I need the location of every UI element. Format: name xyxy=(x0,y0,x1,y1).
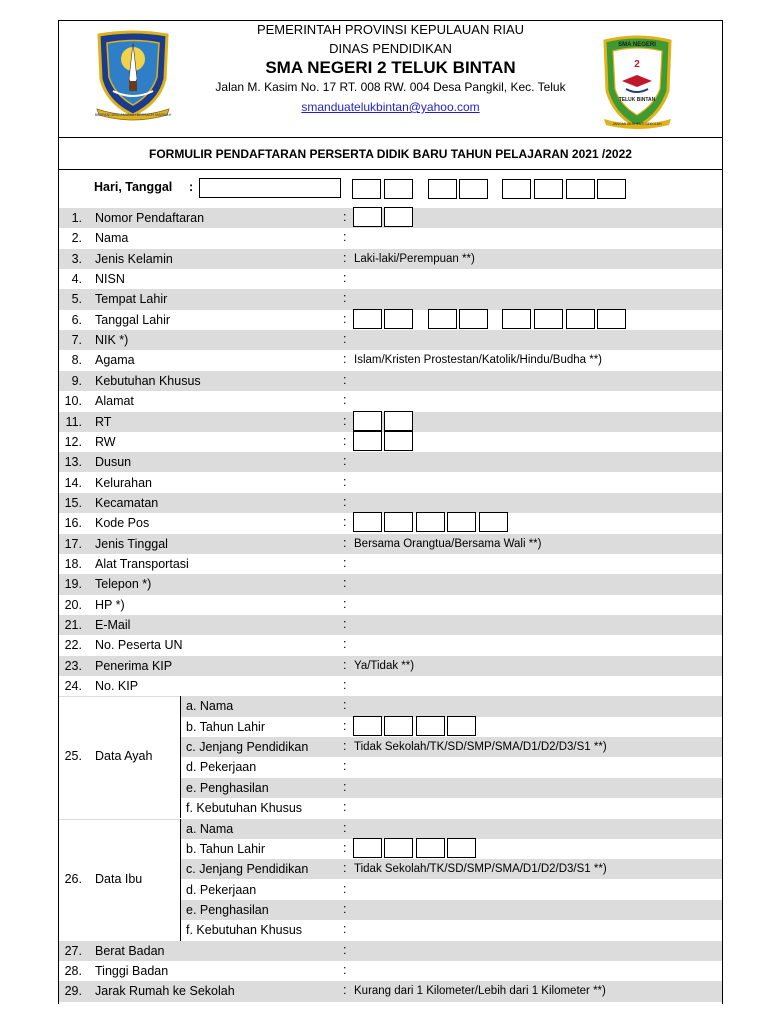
row-colon: : xyxy=(343,474,347,489)
row-colon: : xyxy=(343,372,347,387)
row-colon: : xyxy=(343,637,347,652)
row-colon: : xyxy=(343,576,347,591)
row-label: NISN xyxy=(95,272,125,287)
group-number: 26. xyxy=(64,871,82,886)
row-label: Kode Pos xyxy=(95,516,150,531)
subrow-label: a. Nama xyxy=(186,699,234,714)
form-row xyxy=(59,981,722,1001)
form-row xyxy=(59,208,722,228)
header-government: PEMERINTAH PROVINSI KEPULAUAN RIAU xyxy=(256,22,525,37)
row-number: 4. xyxy=(71,272,82,287)
subrow-colon: : xyxy=(343,840,347,855)
row-label: Dusun xyxy=(95,455,132,470)
subrow-colon: : xyxy=(343,718,347,733)
form-row xyxy=(59,574,722,594)
row-label: E-Mail xyxy=(95,618,131,632)
form-row xyxy=(59,350,722,370)
form-row xyxy=(59,941,722,961)
row-number: 14. xyxy=(64,475,82,490)
subrow-colon: : xyxy=(343,800,347,815)
subrow-label: c. Jenjang Pendidikan xyxy=(186,740,309,755)
school-crest-icon xyxy=(600,33,675,131)
row-6-box-4[interactable] xyxy=(459,309,488,329)
row-label: Tempat Lahir xyxy=(95,292,168,307)
subrow-label: c. Jenjang Pendidikan xyxy=(186,862,309,877)
row-value[interactable]: Islam/Kristen Prostestan/Katolik/Hindu/Budha **) xyxy=(354,354,603,367)
form-title-bar xyxy=(59,138,722,170)
subrow-colon: : xyxy=(343,759,347,774)
form-row xyxy=(59,635,722,655)
registration-form-sheet xyxy=(58,20,723,1004)
row-16-box-4[interactable] xyxy=(447,512,476,532)
date-row xyxy=(59,170,722,208)
form-row xyxy=(59,412,722,432)
row-number: 19. xyxy=(64,577,82,592)
form-row xyxy=(59,961,722,981)
date-label: Hari, Tanggal xyxy=(94,180,173,194)
subrow-label: d. Pekerjaan xyxy=(186,882,257,897)
form-row xyxy=(59,269,722,289)
row-16-box-2[interactable] xyxy=(384,512,413,532)
row-value[interactable]: Ya/Tidak **) xyxy=(354,659,415,672)
form-row xyxy=(59,228,722,248)
row-6-box-6[interactable] xyxy=(534,309,563,329)
group-number: 25. xyxy=(64,749,82,764)
row-6-box-2[interactable] xyxy=(384,309,413,329)
row-number: 12. xyxy=(64,434,82,449)
form-row xyxy=(59,493,722,513)
row-label: Agama xyxy=(95,353,135,368)
row-colon: : xyxy=(343,393,347,408)
row-label: Jenis Kelamin xyxy=(95,251,173,266)
day-input[interactable] xyxy=(199,178,341,198)
row-number: 5. xyxy=(71,292,82,307)
date-colon: : xyxy=(189,180,194,194)
row-label: Berat Badan xyxy=(95,943,165,958)
subrow-label: f. Kebutuhan Khusus xyxy=(186,801,303,816)
row-number: 2. xyxy=(71,231,82,246)
row-number: 15. xyxy=(64,495,82,510)
subrow-colon: : xyxy=(343,861,347,876)
group-2-year-box-4[interactable] xyxy=(447,838,476,858)
row-colon: : xyxy=(343,291,347,306)
row-colon: : xyxy=(343,271,347,286)
row-number: 8. xyxy=(71,353,82,368)
row-number: 6. xyxy=(71,312,82,327)
row-number: 9. xyxy=(71,373,82,388)
row-number: 1. xyxy=(71,211,82,225)
form-row xyxy=(59,289,722,309)
row-number: 17. xyxy=(64,536,82,551)
row-number: 29. xyxy=(64,984,82,999)
row-16-box-3[interactable] xyxy=(416,512,445,532)
row-colon: : xyxy=(343,311,347,326)
group-1-year-box-1[interactable] xyxy=(353,716,382,736)
letterhead xyxy=(59,21,722,138)
row-label: No. KIP xyxy=(95,679,139,694)
row-colon: : xyxy=(343,983,347,998)
date-digit-box-6[interactable] xyxy=(534,179,563,199)
date-digit-box-3[interactable] xyxy=(428,179,457,199)
row-6-box-7[interactable] xyxy=(566,309,595,329)
row-12-box-1[interactable] xyxy=(353,431,382,451)
row-colon: : xyxy=(343,678,347,693)
form-row xyxy=(59,249,722,269)
header-school-name: SMA NEGERI 2 TELUK BINTAN xyxy=(265,58,516,77)
row-colon: : xyxy=(343,596,347,611)
crest-top-text: SMA NEGERI xyxy=(618,42,656,48)
row-colon: : xyxy=(343,657,347,672)
form-row xyxy=(59,676,722,696)
row-1-box-1[interactable] xyxy=(353,207,382,227)
row-colon: : xyxy=(343,210,347,224)
row-number: 23. xyxy=(64,658,82,673)
group-1-year-box-4[interactable] xyxy=(447,716,476,736)
row-11-box-1[interactable] xyxy=(353,411,382,431)
row-colon: : xyxy=(343,352,347,367)
row-number: 13. xyxy=(64,455,82,470)
crest-ribbon-text: BERPANCANG AMANAH BERSAUH MARWAH xyxy=(94,113,172,117)
subrow-label: a. Nama xyxy=(186,821,234,836)
subrow-label: e. Penghasilan xyxy=(186,780,269,795)
row-colon: : xyxy=(343,250,347,265)
row-number: 22. xyxy=(64,638,82,653)
form-row xyxy=(59,371,722,391)
row-label: Jarak Rumah ke Sekolah xyxy=(95,984,235,999)
form-row xyxy=(59,452,722,472)
row-6-box-5[interactable] xyxy=(502,309,531,329)
group-1-year-box-2[interactable] xyxy=(384,716,413,736)
row-label: Alamat xyxy=(95,394,134,409)
row-1-box-2[interactable] xyxy=(384,207,413,227)
row-6-box-1[interactable] xyxy=(353,309,382,329)
row-number: 18. xyxy=(64,556,82,571)
row-11-box-2[interactable] xyxy=(384,411,413,431)
row-colon: : xyxy=(343,230,347,245)
subrow-value[interactable]: Tidak Sekolah/TK/SD/SMP/SMA/D1/D2/D3/S1 **) xyxy=(354,863,607,876)
row-colon: : xyxy=(343,332,347,347)
subrow-colon: : xyxy=(343,922,347,937)
row-colon: : xyxy=(343,555,347,570)
row-label: No. Peserta UN xyxy=(95,638,183,653)
crest-bottom-text: TELUK BINTAN xyxy=(618,97,656,103)
row-16-box-5[interactable] xyxy=(479,512,508,532)
form-row xyxy=(59,432,722,452)
form-title: FORMULIR PENDAFTARAN PERSERTA DIDIK BARU TAHUN PELAJARAN 2021 /2022 xyxy=(149,147,632,161)
date-digit-box-5[interactable] xyxy=(502,179,531,199)
subrow-colon: : xyxy=(343,739,347,754)
row-12-box-2[interactable] xyxy=(384,431,413,451)
date-digit-box-2[interactable] xyxy=(384,179,413,199)
row-colon: : xyxy=(343,494,347,509)
row-label: Jenis Tinggal xyxy=(95,536,168,551)
row-colon: : xyxy=(343,433,347,448)
group-label: Data Ibu xyxy=(95,871,143,886)
subrow-label: e. Penghasilan xyxy=(186,902,269,917)
form-row xyxy=(59,391,722,411)
subrow-colon: : xyxy=(343,820,347,835)
subrow-colon: : xyxy=(343,698,347,713)
group-label: Data Ayah xyxy=(95,749,153,764)
form-row xyxy=(59,330,722,350)
row-label: Kelurahan xyxy=(95,475,152,490)
header-department: DINAS PENDIDIKAN xyxy=(329,41,452,56)
group-1-year-box-3[interactable] xyxy=(416,716,445,736)
subrow-value[interactable]: Tidak Sekolah/TK/SD/SMP/SMA/D1/D2/D3/S1 **) xyxy=(354,741,607,754)
form-row xyxy=(59,615,722,635)
row-number: 21. xyxy=(64,618,82,632)
row-number: 7. xyxy=(71,333,82,348)
row-label: RT xyxy=(95,414,112,429)
row-number: 10. xyxy=(64,394,82,409)
form-row xyxy=(59,554,722,574)
group-label-block xyxy=(59,820,180,941)
subrow-label: f. Kebutuhan Khusus xyxy=(186,923,303,938)
date-digit-box-1[interactable] xyxy=(352,179,381,199)
row-number: 27. xyxy=(64,943,82,958)
group-label-block xyxy=(59,697,180,818)
subrow-colon: : xyxy=(343,901,347,916)
group-2-year-box-3[interactable] xyxy=(416,838,445,858)
subrow-colon: : xyxy=(343,779,347,794)
form-row xyxy=(59,595,722,615)
date-digit-box-7[interactable] xyxy=(566,179,595,199)
subrow-label: b. Tahun Lahir xyxy=(186,841,265,856)
group-divider-vertical xyxy=(180,696,181,818)
row-label: Tanggal Lahir xyxy=(95,312,171,327)
row-colon: : xyxy=(343,962,347,977)
row-label: NIK *) xyxy=(95,333,129,348)
subrow-colon: : xyxy=(343,881,347,896)
row-number: 16. xyxy=(64,516,82,531)
row-colon: : xyxy=(343,413,347,428)
group-2-year-box-1[interactable] xyxy=(353,838,382,858)
row-label: Kebutuhan Khusus xyxy=(95,373,201,388)
row-number: 11. xyxy=(65,414,82,429)
row-label: HP *) xyxy=(95,597,125,612)
header-address: Jalan M. Kasim No. 17 RT. 008 RW. 004 Desa Pangkil, Kec. Teluk xyxy=(215,80,566,94)
row-colon: : xyxy=(343,942,347,957)
form-row xyxy=(59,513,722,533)
row-colon: : xyxy=(343,515,347,530)
row-label: Alat Transportasi xyxy=(95,556,189,571)
subrow-label: d. Pekerjaan xyxy=(186,760,257,775)
row-number: 24. xyxy=(64,679,82,694)
row-label: Penerima KIP xyxy=(95,658,173,673)
row-value[interactable]: Laki-laki/Perempuan **) xyxy=(354,252,475,265)
row-colon: : xyxy=(343,535,347,550)
form-row xyxy=(59,656,722,676)
row-colon: : xyxy=(343,454,347,469)
row-label: RW xyxy=(95,434,116,449)
date-digit-box-4[interactable] xyxy=(459,179,488,199)
row-number: 28. xyxy=(64,963,82,978)
row-value[interactable]: Bersama Orangtua/Bersama Wali **) xyxy=(354,537,542,550)
row-16-box-1[interactable] xyxy=(353,512,382,532)
row-6-box-8[interactable] xyxy=(597,309,626,329)
row-value[interactable]: Kurang dari 1 Kilometer/Lebih dari 1 Kilometer **) xyxy=(354,985,606,998)
row-label: Kecamatan xyxy=(95,495,159,510)
row-label: Tinggi Badan xyxy=(95,963,169,978)
row-label: Nama xyxy=(95,231,129,246)
group-2-year-box-2[interactable] xyxy=(384,838,413,858)
row-number: 20. xyxy=(64,597,82,612)
crest-number: 2 xyxy=(634,59,640,70)
form-row xyxy=(59,473,722,493)
row-label: Nomor Pendaftaran xyxy=(95,211,205,225)
header-email-link[interactable]: smanduatelukbintan@yahoo.com xyxy=(301,100,480,114)
group-divider-vertical xyxy=(180,819,181,941)
row-number: 3. xyxy=(71,251,82,266)
crest-ribbon-text: JANGAN BERHENTI SEKOLAH xyxy=(612,122,662,126)
form-row xyxy=(59,534,722,554)
row-label: Telepon *) xyxy=(95,577,152,592)
row-colon: : xyxy=(343,617,347,631)
row-6-box-3[interactable] xyxy=(428,309,457,329)
date-digit-box-8[interactable] xyxy=(597,179,626,199)
form-row xyxy=(59,310,722,330)
subrow-label: b. Tahun Lahir xyxy=(186,719,265,734)
